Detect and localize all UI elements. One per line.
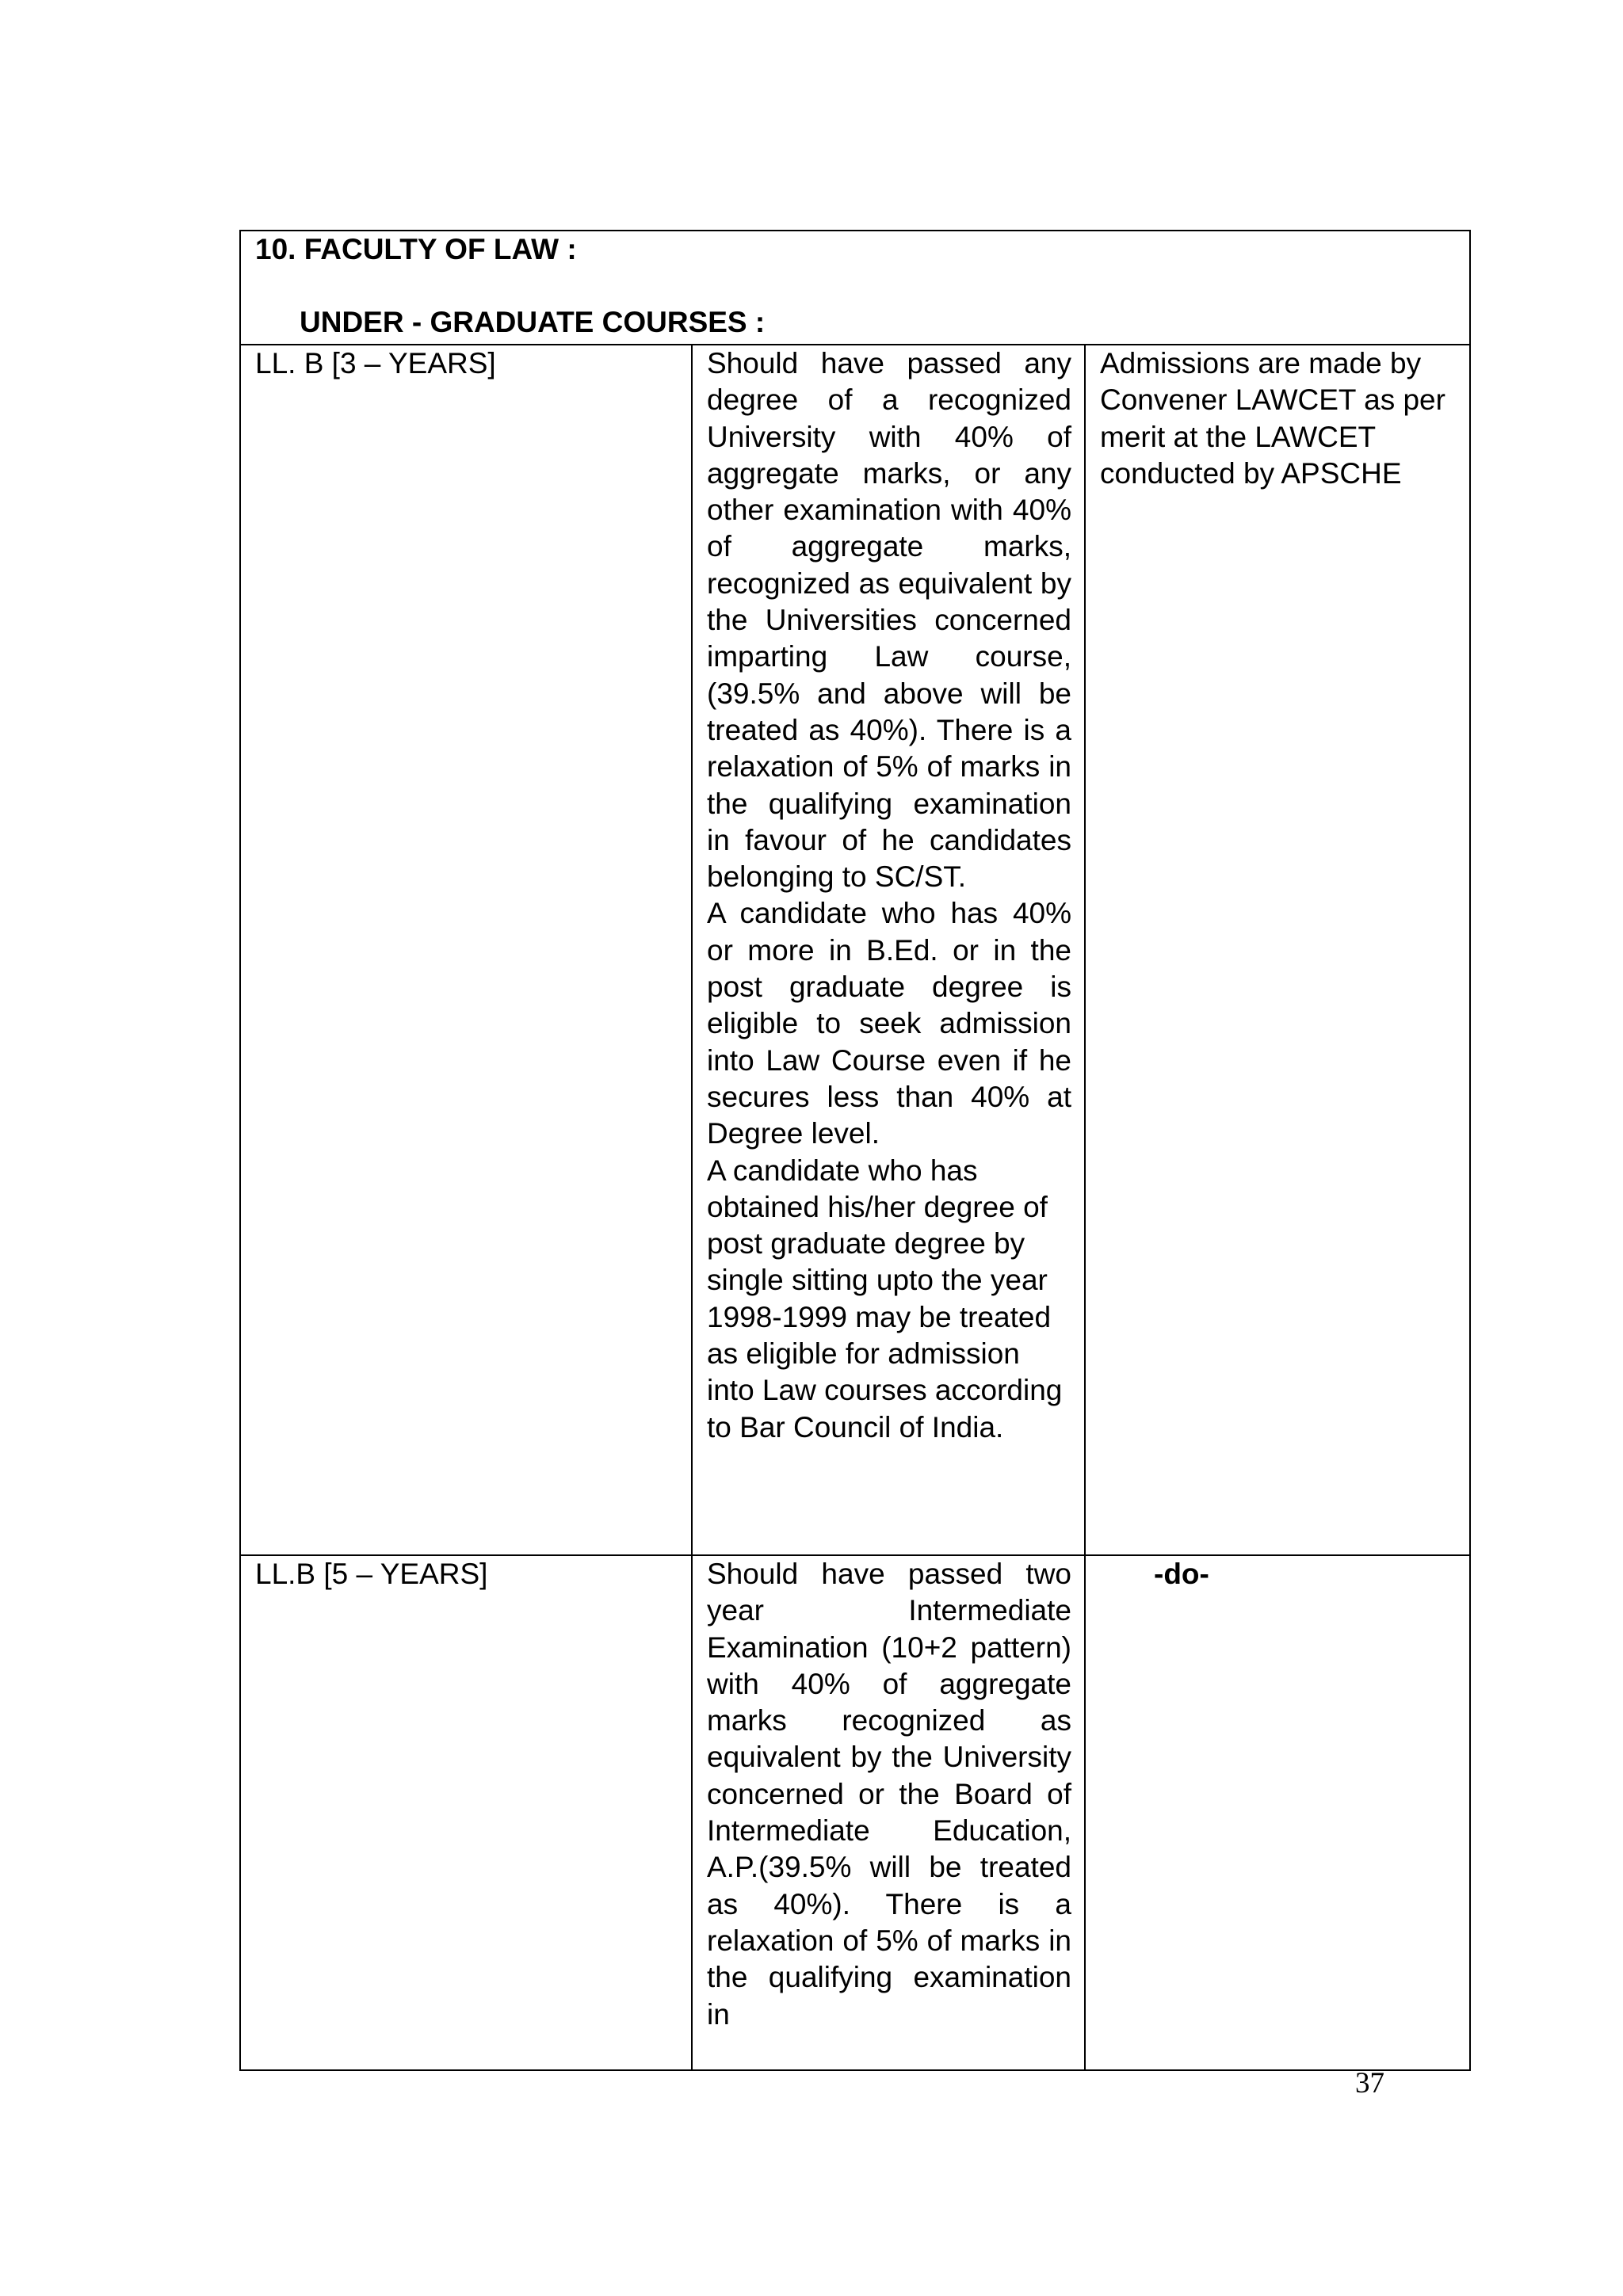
eligibility-cell (692, 345, 1085, 1555)
eligibility-paragraph: A candidate who has obtained his/her degree of post graduate degree by single sitting upto the year 1998-1999 may be treated as eligible for admission into Law courses according to Bar Council of India. (707, 1154, 1063, 1444)
eligibility-paragraph: Should have passed two year Intermediate Examination (10+2 pattern) with 40% of aggregate marks recognized as equivalent by the University concerned or the Board of Intermediate Education, A.P.(39.5% will be treated as 40%). There is a relaxation of 5% of marks in the qualifying examination in (707, 1558, 1071, 2031)
faculty-title: 10. FACULTY OF LAW : (255, 233, 577, 265)
course-name-cell: LL.B [5 – YEARS] (240, 1555, 692, 2070)
section-header-cell (240, 231, 1470, 345)
eligibility-cell (692, 1555, 1085, 2070)
table-row (240, 1555, 1470, 2070)
admission-cell: Admissions are made by Convener LAWCET as per merit at the LAWCET conducted by APSCHE (1085, 345, 1470, 1555)
course-level-heading: UNDER - GRADUATE COURSES : (300, 306, 766, 338)
admission-eligibility-table (239, 230, 1471, 2071)
course-name-cell: LL. B [3 – YEARS] (240, 345, 692, 1555)
admission-cell (1085, 1555, 1470, 2070)
page-number: 37 (1355, 2067, 1384, 2100)
section-header-row (240, 231, 1470, 345)
table-row (240, 345, 1470, 1555)
ditto-label: -do- (1154, 1558, 1209, 1590)
eligibility-paragraph: A candidate who has 40% or more in B.Ed. or in the post graduate degree is eligible to seek admission into Law Course even if he secures less than 40% at Degree level. (707, 897, 1071, 1150)
eligibility-paragraph: Should have passed any degree of a recognized University with 40% of aggregate marks, or any other examination with 40% of aggregate marks, recognized as equivalent by the Universities concerned imparting Law course,(39.5% and above will be treated as 40%). There is a relaxation of 5% of marks in the qualifying examination in favour of he candidates belonging to SC/ST. (707, 347, 1071, 894)
